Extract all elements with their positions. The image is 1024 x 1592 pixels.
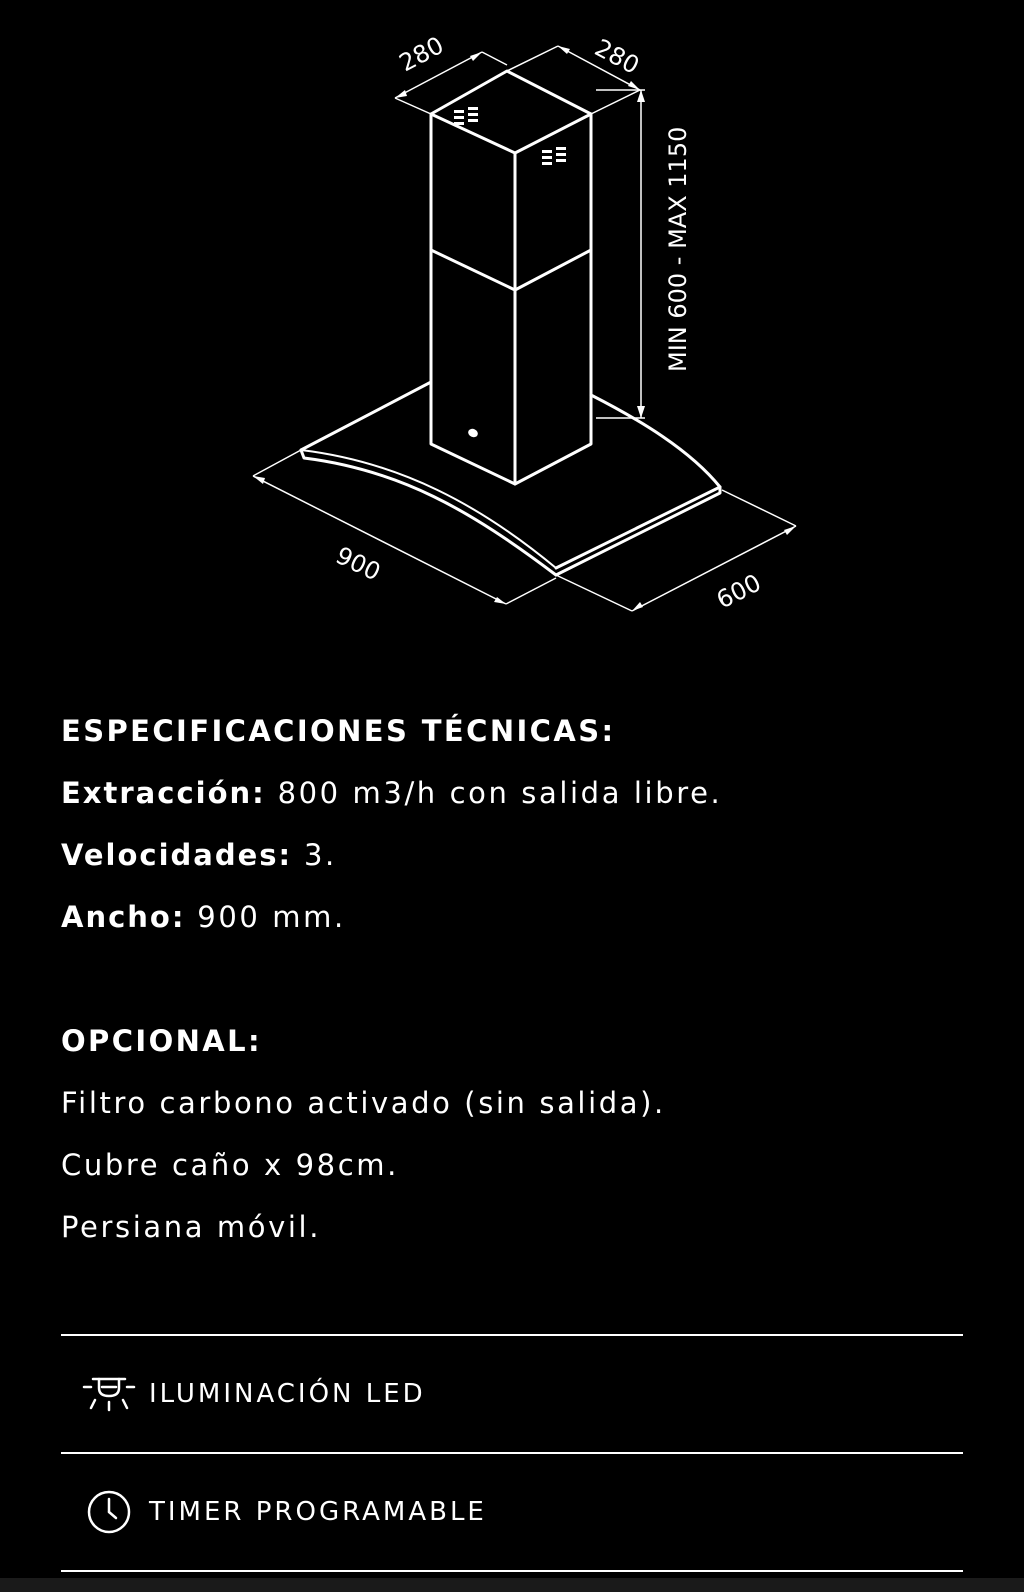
optional-item: Persiana móvil. — [61, 1210, 322, 1244]
spec-line-width — [61, 886, 961, 948]
hood-back-left-edge — [301, 382, 431, 450]
dim-label-width: 900 — [331, 541, 385, 587]
optional-item: Filtro carbono activado (sin salida). — [61, 1086, 666, 1120]
specifications-section — [61, 700, 961, 1258]
spacer — [61, 948, 961, 1010]
hood-front-right-edge — [556, 487, 720, 575]
feature-row-timer — [61, 1452, 963, 1572]
spec-value: 800 m3/h con salida libre. — [265, 776, 723, 810]
dim-label-depth: 600 — [712, 568, 766, 615]
hood-technical-drawing — [0, 0, 1024, 640]
feature-list — [61, 1334, 963, 1572]
spec-label: Velocidades: — [61, 838, 293, 872]
hood-back-right-edge — [591, 395, 720, 487]
optional-heading: OPCIONAL: — [61, 1024, 263, 1058]
chimney-right-face — [515, 114, 591, 484]
bottom-bar — [0, 1578, 1024, 1592]
clock-icon — [81, 1488, 137, 1536]
dim-label-top-right: 280 — [590, 33, 644, 80]
spec-label: Extracción: — [61, 776, 266, 810]
feature-label: ILUMINACIÓN LED — [149, 1379, 426, 1409]
dim-label-top-left: 280 — [394, 31, 449, 78]
spec-value: 900 mm. — [185, 900, 346, 934]
optional-item: Cubre caño x 98cm. — [61, 1148, 399, 1182]
spec-line-speeds — [61, 824, 961, 886]
spec-label: Ancho: — [61, 900, 186, 934]
spec-value: 3. — [292, 838, 337, 872]
vent-grille-right — [542, 147, 566, 165]
led-lamp-icon — [81, 1370, 137, 1418]
control-button — [467, 427, 479, 438]
feature-row-led — [61, 1334, 963, 1452]
dimension-arrowheads — [253, 46, 796, 611]
spec-line-extraction — [61, 762, 961, 824]
feature-label: TIMER PROGRAMABLE — [149, 1497, 487, 1527]
dim-label-height: MIN 600 - MAX 1150 — [664, 126, 692, 372]
hood-diagram-svg — [0, 0, 1024, 640]
chimney-left-face — [431, 114, 515, 484]
chimney-joint — [431, 250, 591, 290]
vent-grille-left — [454, 107, 478, 125]
dimension-lines — [253, 46, 796, 611]
specs-heading: ESPECIFICACIONES TÉCNICAS: — [61, 714, 616, 748]
